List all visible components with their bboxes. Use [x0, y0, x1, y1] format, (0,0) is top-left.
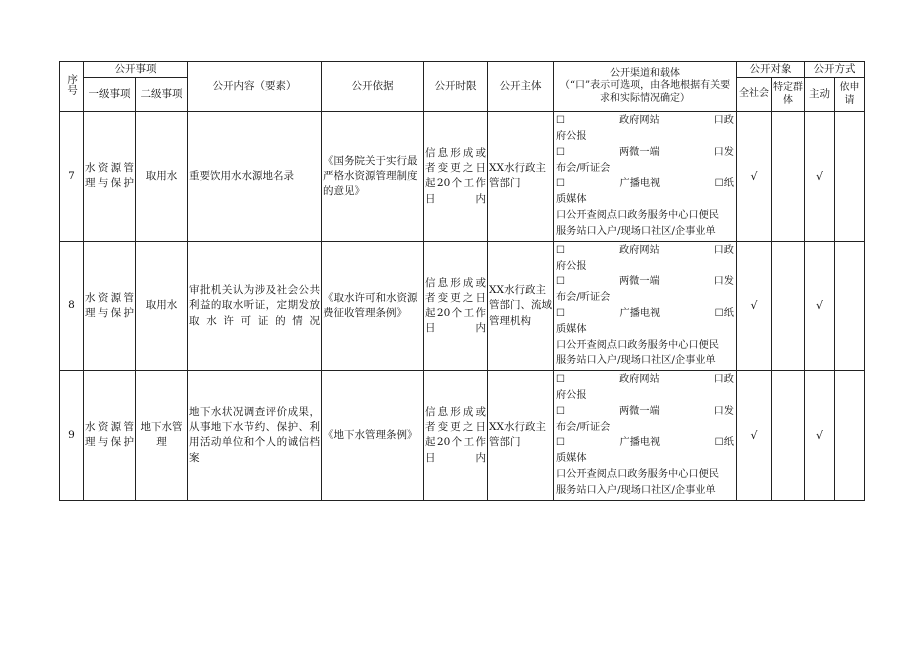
row-target-specific: [772, 241, 805, 371]
channel-gov-gazette-b: 府公报: [556, 260, 587, 272]
channel-gov-website: 政府网站: [619, 244, 660, 256]
row-basis: 《地下水管理条例》: [322, 371, 424, 501]
channel-paper-b: 质媒体: [556, 453, 587, 465]
channel-broadcast: 广播电视: [619, 307, 661, 319]
header-channel-note: （“口”表示可选项，由各地根据有关要求和实际情况确定）: [559, 80, 731, 104]
row-basis: 《取水许可和水资源费征收管理条例》: [322, 241, 424, 371]
row-content: 重要饮用水水源地名录: [188, 112, 322, 242]
header-mode-request: 依申请: [835, 78, 865, 112]
channel-gov-website: 政府网站: [619, 374, 660, 386]
disclosure-table: [59, 61, 865, 501]
row-channel: [554, 112, 737, 242]
row-mode-request: [835, 371, 865, 501]
channel-offline-a: 口公开查阅点口政务服务中心口便民: [556, 339, 719, 351]
channel-new-media: 两微一端: [619, 146, 660, 158]
table-row: [60, 241, 865, 371]
header-mode-active: 主动: [805, 78, 835, 112]
checkbox-icon: ☐: [556, 374, 566, 386]
header-level1: 一级事项: [84, 78, 136, 112]
channel-paper-a: ☐纸: [714, 437, 734, 449]
checkbox-icon: ☐: [556, 146, 566, 158]
checkbox-icon: ☐: [556, 244, 566, 256]
row-target-all: √: [737, 112, 772, 242]
row-seq: 7: [60, 112, 84, 242]
header-target-all: 全社会: [737, 78, 772, 112]
row-target-all: √: [737, 371, 772, 501]
channel-offline-b: 服务站口入户/现场口社区/企事业单: [556, 484, 716, 496]
header-channel: [554, 62, 737, 112]
channel-new-media: 两微一端: [619, 276, 660, 288]
channel-press-a: 口发: [713, 405, 734, 417]
row-mode-active: √: [805, 112, 835, 242]
channel-offline-a: 口公开查阅点口政务服务中心口便民: [556, 210, 719, 222]
checkbox-icon: ☐: [556, 307, 566, 319]
channel-gov-gazette-a: 口政: [713, 115, 734, 127]
header-target: 公开对象: [737, 62, 805, 78]
header-content: 公开内容（要素）: [188, 62, 322, 112]
checkbox-icon: ☐: [556, 115, 566, 127]
channel-gov-website: 政府网站: [619, 115, 660, 127]
row-content: 地下水状况调查评价成果，从事地下水节约、保护、利用活动单位和个人的诚信档案: [188, 371, 322, 501]
header-subject: 公开主体: [488, 62, 554, 112]
table-row: [60, 112, 865, 242]
row-content: 审批机关认为涉及社会公共利益的取水听证，定期发放取水许可证的情况: [188, 241, 322, 371]
row-target-all: √: [737, 241, 772, 371]
channel-press-a: 口发: [713, 146, 734, 158]
checkbox-icon: ☐: [556, 437, 566, 449]
row-level2: 取用水: [136, 241, 188, 371]
row-time-limit: 信息形成或者变更之日起20个工作日内: [424, 241, 488, 371]
channel-press-b: 布会/听证会: [556, 162, 611, 174]
row-subject: XX水行政主管部门: [488, 112, 554, 242]
header-channel-title: 公开渠道和载体: [610, 67, 680, 79]
header-mode: 公开方式: [805, 62, 865, 78]
row-time-limit: 信息形成或者变更之日起20个工作日内: [424, 112, 488, 242]
row-level1: 水资源管理与保护: [84, 241, 136, 371]
channel-offline-b: 服务站口入户/现场口社区/企事业单: [556, 225, 716, 237]
channel-press-a: 口发: [713, 276, 734, 288]
channel-offline-b: 服务站口入户/现场口社区/企事业单: [556, 355, 716, 367]
row-target-specific: [772, 112, 805, 242]
header-time-limit: 公开时限: [424, 62, 488, 112]
row-mode-request: [835, 112, 865, 242]
channel-broadcast: 广播电视: [619, 178, 661, 190]
row-target-specific: [772, 371, 805, 501]
row-seq: 9: [60, 371, 84, 501]
row-channel: [554, 241, 737, 371]
channel-gov-gazette-a: 口政: [713, 374, 734, 386]
row-level2: 取用水: [136, 112, 188, 242]
channel-broadcast: 广播电视: [619, 437, 661, 449]
channel-paper-b: 质媒体: [556, 323, 587, 335]
header-matter: 公开事项: [84, 62, 188, 78]
row-time-limit: 信息形成或者变更之日起20个工作日内: [424, 371, 488, 501]
table-row: [60, 371, 865, 501]
header-seq: 序号: [60, 62, 84, 112]
row-level1: 水资源管理与保护: [84, 371, 136, 501]
channel-press-b: 布会/听证会: [556, 421, 611, 433]
channel-paper-a: ☐纸: [714, 178, 734, 190]
channel-gov-gazette-b: 府公报: [556, 390, 587, 402]
header-basis: 公开依据: [322, 62, 424, 112]
channel-offline-a: 口公开查阅点口政务服务中心口便民: [556, 469, 719, 481]
checkbox-icon: ☐: [556, 405, 566, 417]
checkbox-icon: ☐: [556, 276, 566, 288]
row-mode-active: √: [805, 241, 835, 371]
row-level2: 地下水管理: [136, 371, 188, 501]
checkbox-icon: ☐: [556, 178, 566, 190]
channel-paper-a: ☐纸: [714, 307, 734, 319]
row-basis: 《国务院关于实行最严格水资源管理制度的意见》: [322, 112, 424, 242]
channel-new-media: 两微一端: [619, 405, 660, 417]
row-mode-request: [835, 241, 865, 371]
row-mode-active: √: [805, 371, 835, 501]
channel-press-b: 布会/听证会: [556, 292, 611, 304]
header-level2: 二级事项: [136, 78, 188, 112]
channel-gov-gazette-b: 府公报: [556, 131, 587, 143]
row-subject: XX水行政主管部门、流域管理机构: [488, 241, 554, 371]
row-subject: XX水行政主管部门: [488, 371, 554, 501]
row-level1: 水资源管理与保护: [84, 112, 136, 242]
channel-paper-b: 质媒体: [556, 194, 587, 206]
row-channel: [554, 371, 737, 501]
row-seq: 8: [60, 241, 84, 371]
channel-gov-gazette-a: 口政: [713, 244, 734, 256]
header-target-specific: 特定群体: [772, 78, 805, 112]
